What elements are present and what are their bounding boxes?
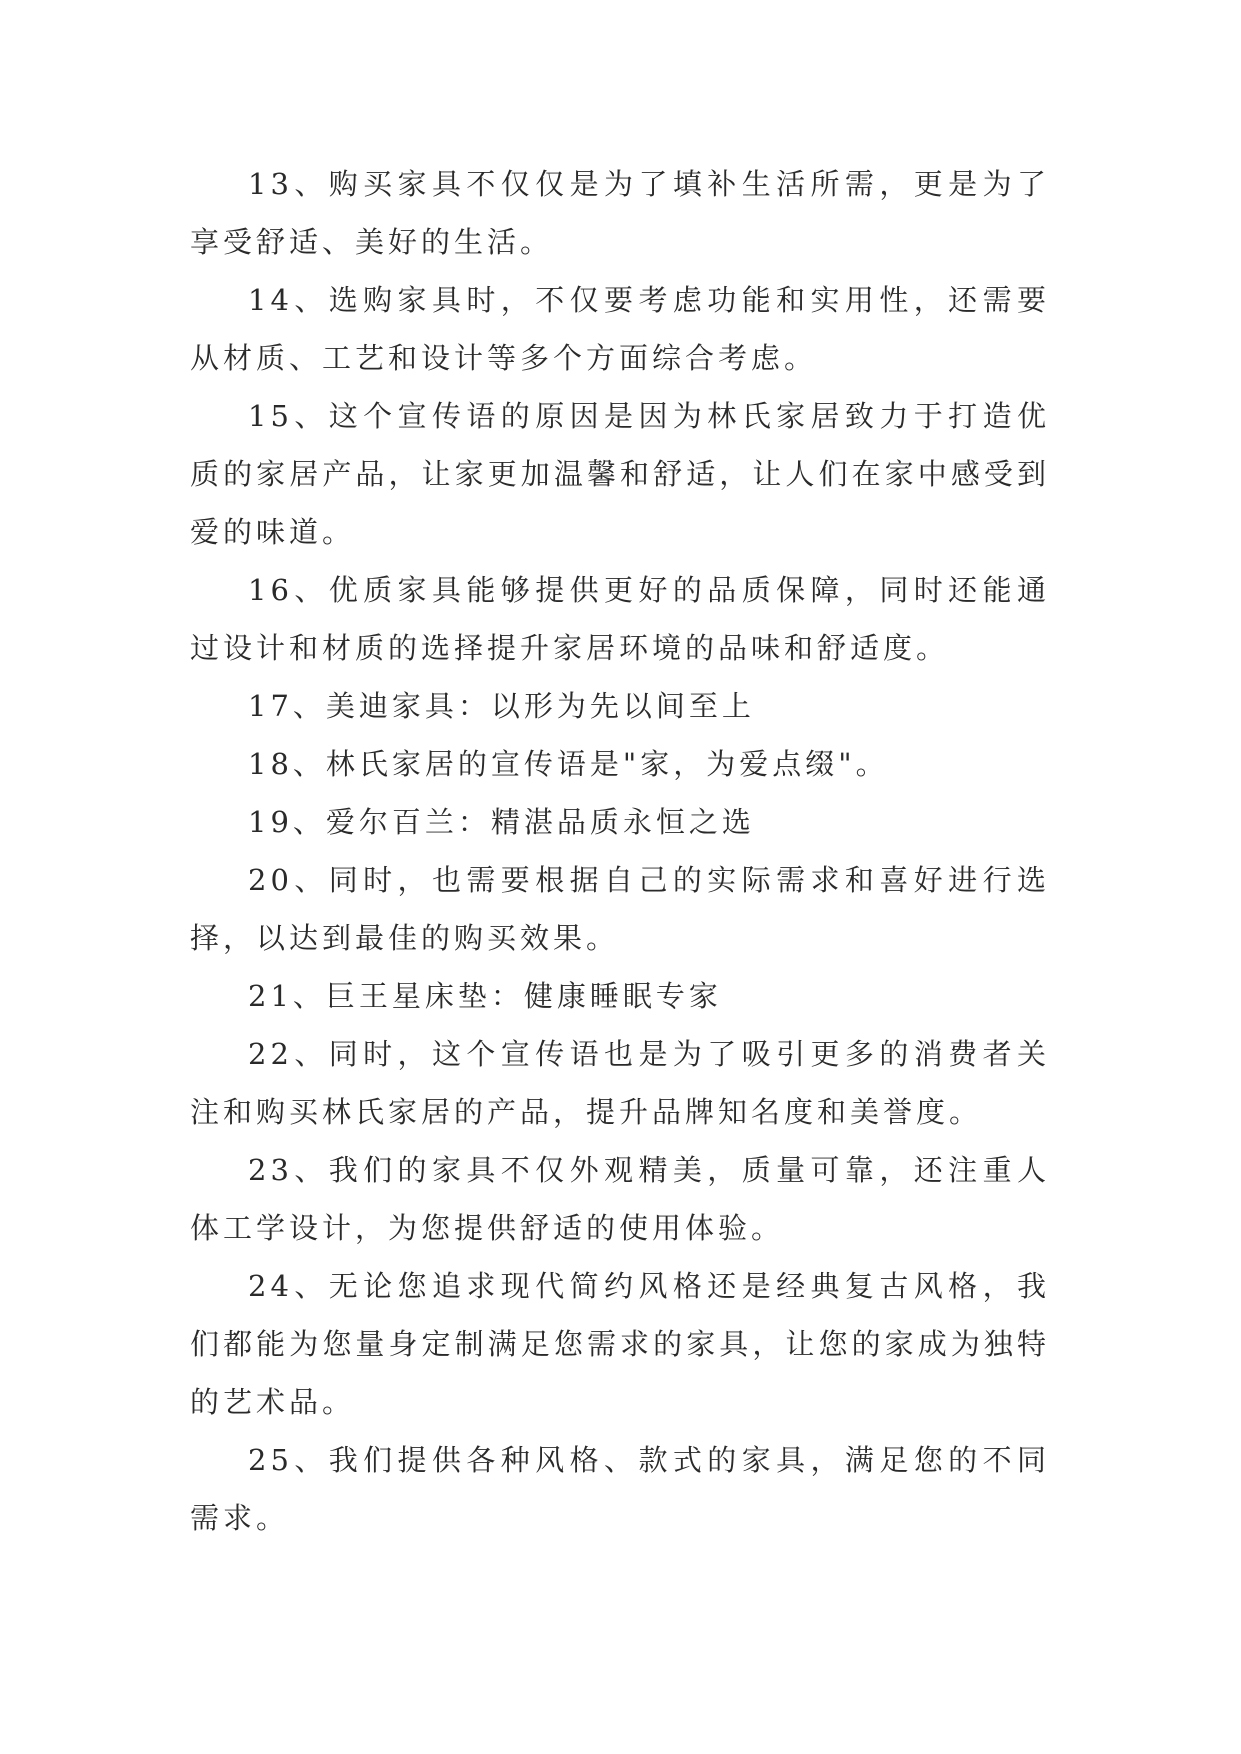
list-item-25: 25、我们提供各种风格、款式的家具，满足您的不同需求。 <box>190 1443 1050 1535</box>
list-item-22: 22、同时，这个宣传语也是为了吸引更多的消费者关注和购买林氏家居的产品，提升品牌知名度和美誉度。 <box>190 1037 1050 1129</box>
list-item-19: 19、爱尔百兰：精湛品质永恒之选 <box>248 805 755 839</box>
document-body <box>190 155 1050 1547</box>
list-item-14: 14、选购家具时，不仅要考虑功能和实用性，还需要从材质、工艺和设计等多个方面综合考虑。 <box>190 283 1050 375</box>
list-item-15: 15、这个宣传语的原因是因为林氏家居致力于打造优质的家居产品，让家更加温馨和舒适，让人们在家中感受到爱的味道。 <box>190 399 1050 549</box>
list-item-16: 16、优质家具能够提供更好的品质保障，同时还能通过设计和材质的选择提升家居环境的品味和舒适度。 <box>190 573 1050 665</box>
list-item-23: 23、我们的家具不仅外观精美，质量可靠，还注重人体工学设计，为您提供舒适的使用体验。 <box>190 1153 1050 1245</box>
list-item-21: 21、巨王星床垫：健康睡眠专家 <box>248 979 722 1013</box>
list-item-20: 20、同时，也需要根据自己的实际需求和喜好进行选择，以达到最佳的购买效果。 <box>190 863 1050 955</box>
list-item-24: 24、无论您追求现代简约风格还是经典复古风格，我们都能为您量身定制满足您需求的家具，让您的家成为独特的艺术品。 <box>190 1269 1050 1419</box>
list-item-17: 17、美迪家具：以形为先以间至上 <box>248 689 755 723</box>
list-item-18: 18、林氏家居的宣传语是"家，为爱点缀"。 <box>248 747 889 781</box>
list-item-13: 13、购买家具不仅仅是为了填补生活所需，更是为了享受舒适、美好的生活。 <box>190 167 1050 259</box>
